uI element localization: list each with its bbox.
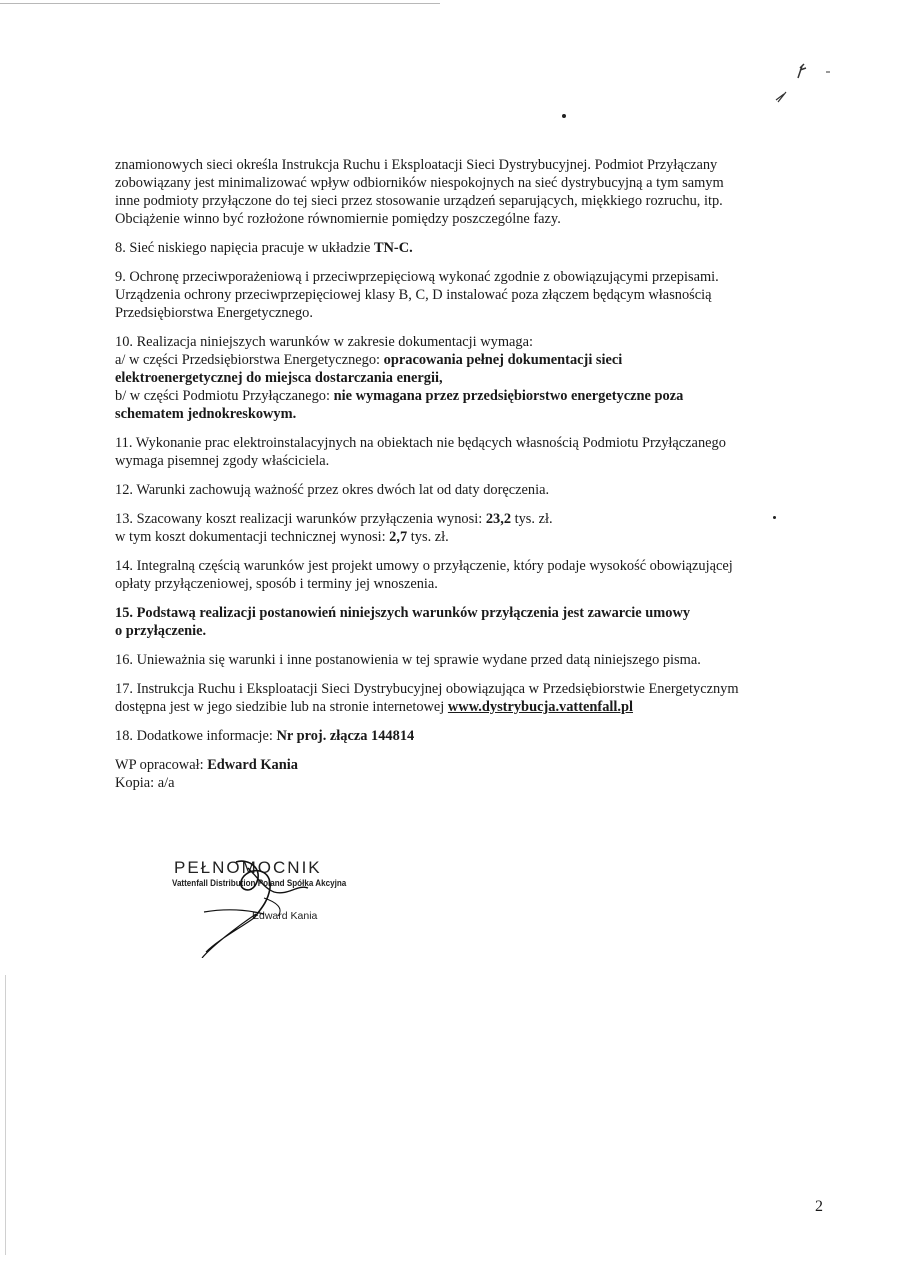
text-line xyxy=(115,528,827,546)
text-line xyxy=(115,727,827,745)
text-line: 16. Unieważnia się warunki i inne postanowienia w tej sprawie wydane przed datą niniejszego pisma. xyxy=(115,652,701,668)
website-link[interactable]: www.dystrybucja.vattenfall.pl xyxy=(447,699,633,715)
scan-top-rule xyxy=(0,3,440,4)
text-line: Przedsiębiorstwa Energetycznego. xyxy=(115,305,313,321)
prepared-by-name: Edward Kania xyxy=(207,757,298,773)
text-span-bold: opracowania pełnej dokumentacji sieci xyxy=(383,352,623,368)
text-span-bold: nie wymagana przez przedsiębiorstwo energetyczne poza xyxy=(333,388,684,404)
prepared-by-label: WP opracował: xyxy=(115,757,208,773)
paragraph-10 xyxy=(115,333,827,423)
text-line: 11. Wykonanie prac elektroinstalacyjnych na obiektach nie będących własnością Podmiotu Przyłączanego xyxy=(115,435,726,451)
text-line xyxy=(115,510,827,528)
paragraph-9 xyxy=(115,268,827,322)
text-span: tys. zł. xyxy=(511,511,553,527)
text-line: 14. Integralną częścią warunków jest projekt umowy o przyłączenie, który podaje wysokość obowiązującej xyxy=(115,558,733,574)
text-line xyxy=(115,698,827,716)
text-line: wymaga pisemnej zgody właściciela. xyxy=(115,453,330,469)
paragraph-16 xyxy=(115,651,827,669)
paragraph-15 xyxy=(115,604,827,640)
page-number: 2 xyxy=(815,1198,823,1215)
stamp-title: PEŁNOMOCNIK xyxy=(174,858,322,877)
handwritten-mark-icon xyxy=(770,60,830,110)
text-span: dostępna jest w jego siedzibie lub na stronie internetowej xyxy=(115,699,448,715)
text-line: o przyłączenie. xyxy=(115,623,207,639)
text-line: znamionowych sieci określa Instrukcja Ruchu i Eksploatacji Sieci Dystrybucyjnej. Podmiot Przyłączany xyxy=(115,157,718,173)
paragraph-8 xyxy=(115,239,827,257)
stamp-name: Edward Kania xyxy=(252,910,318,922)
text-line: 15. Podstawą realizacji postanowień niniejszych warunków przyłączenia jest zawarcie umowy xyxy=(115,605,691,621)
documentation-cost-value: 2,7 xyxy=(389,529,408,545)
text-line: opłaty przyłączeniowej, sposób i terminy jej wnoszenia. xyxy=(115,576,438,592)
text-span: a/ w części Przedsiębiorstwa Energetycznego: xyxy=(115,352,384,368)
text-line: 12. Warunki zachowują ważność przez okres dwóch lat od daty doręczenia. xyxy=(115,482,550,498)
text-line xyxy=(115,756,827,774)
text-span: 8. Sieć niskiego napięcia pracuje w układzie xyxy=(115,240,374,256)
text-line xyxy=(115,239,827,257)
text-line: 17. Instrukcja Ruchu i Eksploatacji Sieci Dystrybucyjnej obowiązująca w Przedsiębiorstwie Energetycznym xyxy=(115,681,739,697)
stamp-company: Vattenfall Distribution Poland Spółka Akcyjna xyxy=(172,878,347,889)
text-span: 18. Dodatkowe informacje: xyxy=(115,728,277,744)
text-span: 13. Szacowany koszt realizacji warunków przyłączenia wynosi: xyxy=(115,511,486,527)
text-line: zobowiązany jest minimalizować wpływ odbiorników niespokojnych na sieć dystrybucyjną a tym samym xyxy=(115,175,724,191)
text-line: inne podmioty przyłączone do tej sieci przez stosowanie urządzeń separujących, miękkiego rozruchu, itp. xyxy=(115,193,723,209)
project-number: Nr proj. złącza 144814 xyxy=(276,728,415,744)
document-body xyxy=(115,156,827,792)
text-span: tys. zł. xyxy=(407,529,449,545)
paragraph-11 xyxy=(115,434,827,470)
authorization-stamp xyxy=(168,858,368,958)
scan-left-rule xyxy=(5,975,6,1255)
total-cost-value: 23,2 xyxy=(485,511,512,527)
paragraph-intro xyxy=(115,156,827,228)
paragraph-13 xyxy=(115,510,827,546)
text-line: elektroenergetycznej do miejsca dostarczania energii, xyxy=(115,370,443,386)
text-line: schematem jednokreskowym. xyxy=(115,406,297,422)
text-line xyxy=(115,387,827,405)
text-line: Obciążenie winno być rozłożone równomiernie pomiędzy poszczególne fazy. xyxy=(115,211,561,227)
text-line: 9. Ochronę przeciwporażeniową i przeciwprzepięciową wykonać zgodnie z obowiązującymi przepisami. xyxy=(115,269,719,285)
paragraph-12 xyxy=(115,481,827,499)
signature-icon xyxy=(168,858,368,958)
text-line: 10. Realizacja niniejszych warunków w zakresie dokumentacji wymaga: xyxy=(115,334,533,350)
scan-dot xyxy=(562,114,566,118)
copy-note: Kopia: a/a xyxy=(115,775,175,791)
text-span: b/ w części Podmiotu Przyłączanego: xyxy=(115,388,334,404)
network-type: TN-C. xyxy=(373,240,413,256)
paragraph-17 xyxy=(115,680,827,716)
prepared-by-block xyxy=(115,756,827,792)
text-line: Urządzenia ochrony przeciwprzepięciowej klasy B, C, D instalować poza złączem będącym własnością xyxy=(115,287,712,303)
paragraph-18 xyxy=(115,727,827,745)
text-span: w tym koszt dokumentacji technicznej wynosi: xyxy=(115,529,390,545)
paragraph-14 xyxy=(115,557,827,593)
text-line xyxy=(115,351,827,369)
